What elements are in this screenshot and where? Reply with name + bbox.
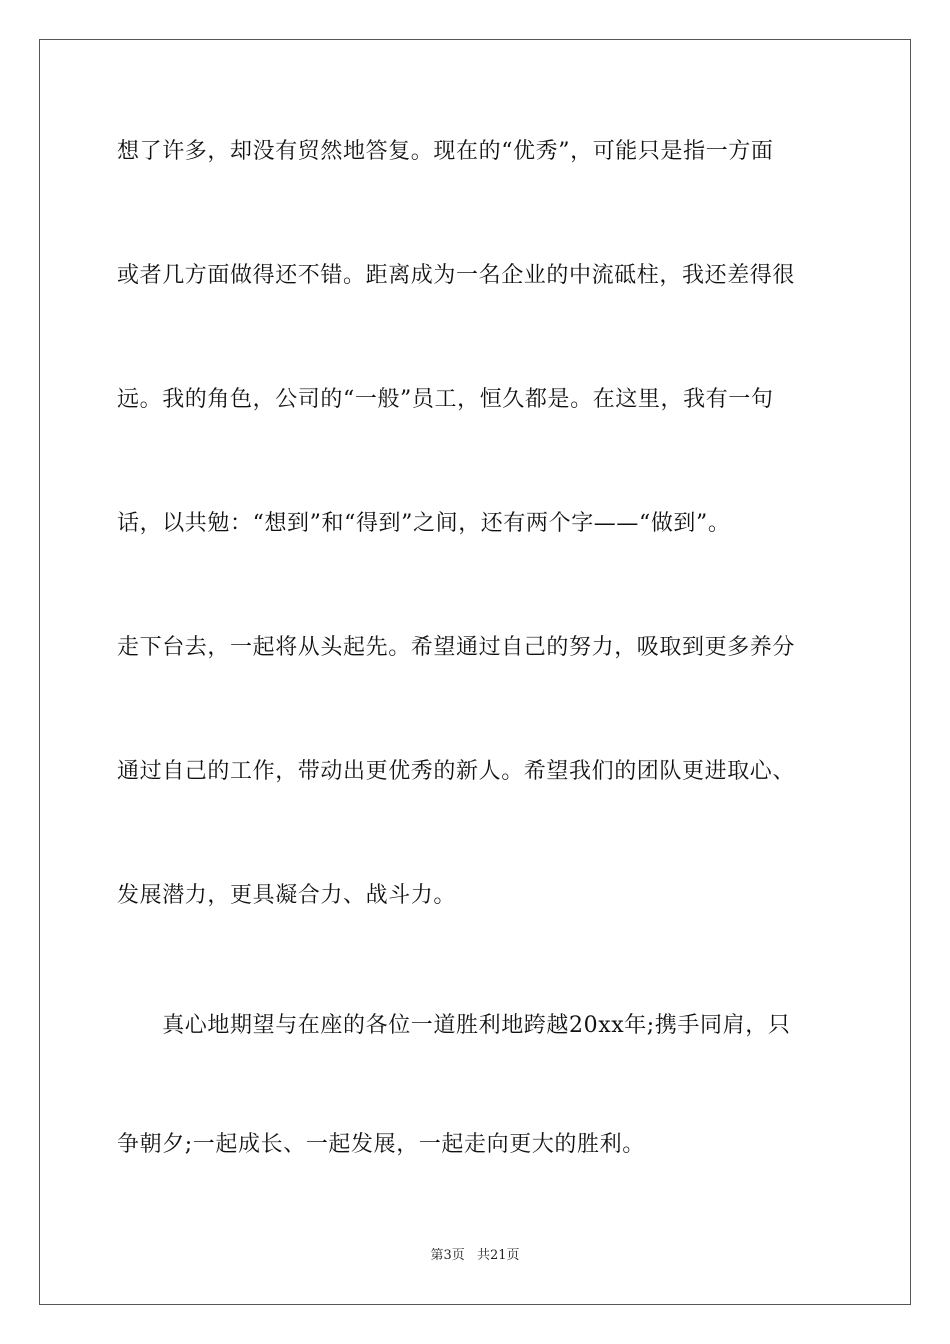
page-total: 共21页 bbox=[476, 1248, 520, 1263]
body-line-7: 发展潜力，更具凝合力、战斗力。 bbox=[117, 883, 457, 908]
page-number: 第3页 bbox=[430, 1248, 465, 1263]
page-footer bbox=[0, 1247, 950, 1265]
body-line-8: 真心地期望与在座的各位一道胜利地跨越20xx年;携手同肩，只 bbox=[117, 1013, 791, 1038]
body-line-5: 走下台去，一起将从头起先。希望通过自己的努力，吸取到更多养分 bbox=[117, 635, 796, 660]
body-line-1: 想了许多，却没有贸然地答复。现在的“优秀”，可能只是指一方面 bbox=[117, 139, 774, 164]
page-frame bbox=[39, 39, 911, 1305]
body-line-6: 通过自己的工作，带动出更优秀的新人。希望我们的团队更进取心、 bbox=[117, 759, 796, 784]
body-line-3: 远。我的角色，公司的“一般”员工，恒久都是。在这里，我有一句 bbox=[117, 387, 774, 412]
body-line-4: 话，以共勉：“想到”和“得到”之间，还有两个字——“做到”。 bbox=[117, 511, 731, 536]
body-line-9: 争朝夕;一起成长、一起发展，一起走向更大的胜利。 bbox=[117, 1132, 645, 1157]
body-line-2: 或者几方面做得还不错。距离成为一名企业的中流砥柱，我还差得很 bbox=[117, 263, 796, 288]
